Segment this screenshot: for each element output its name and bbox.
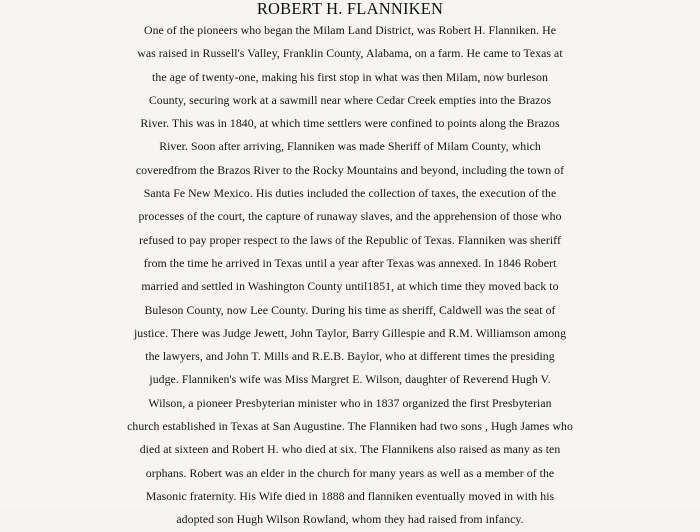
text-line: justice. There was Judge Jewett, John Taylor, Barry Gillespie and R.M. Williamson among: [133, 325, 567, 340]
text-line: judge. Flanniken's wife was Miss Margret E. Wilson, daughter of Reverend Hugh V.: [149, 372, 551, 387]
text-line: Santa Fe New Mexico. His duties included the collection of taxes, the execution of the: [143, 186, 557, 201]
text-line: County, securing work at a sawmill near where Cedar Creek empties into the Brazos: [148, 92, 552, 107]
text-line: One of the pioneers who began the Milam Land District, was Robert H. Flanniken. He: [144, 23, 556, 37]
text-line: died at sixteen and Robert H. who died at six. The Flannikens also raised as many as ten: [139, 442, 561, 457]
text-line: Buleson County, now Lee County. During his time as sheriff, Caldwell was the seat of: [144, 302, 556, 317]
text-line: Wilson, a pioneer Presbyterian minister who in 1837 organized the first Presbyterian: [148, 395, 552, 410]
text-line: River. Soon after arriving, Flanniken was made Sheriff of Milam County, which: [159, 139, 541, 154]
text-line: River. This was in 1840, at which time settlers were confined to points along the Brazos: [140, 116, 560, 131]
text-line: Masonic fraternity. His Wife died in 1888 and flanniken eventually moved in with his: [145, 488, 555, 503]
text-line: the age of twenty-one, making his first stop in what was then Milam, now burleson: [152, 69, 548, 84]
text-line: adopted son Hugh Wilson Rowland, whom they had raised from infancy.: [176, 512, 524, 527]
text-line: coveredfrom the Brazos River to the Rocky Mountains and beyond, including the town of: [135, 162, 565, 177]
text-line: was raised in Russell's Valley, Franklin County, Alabama, on a farm. He came to Texas at: [137, 46, 563, 61]
document-title: ROBERT H. FLANNIKEN: [256, 0, 444, 18]
text-line: church established in Texas at San Augustine. The Flanniken had two sons , Hugh James who: [127, 419, 573, 434]
text-line: processes of the court, the capture of runaway slaves, and the apprehension of those who: [138, 209, 562, 224]
text-line: from the time he arrived in Texas until a year after Texas was annexed. In 1846 Robert: [143, 255, 557, 270]
text-line: married and settled in Washington County until1851, at which time they moved back to: [141, 279, 559, 294]
text-line: refused to pay proper respect to the laws of the Republic of Texas. Flanniken was sheriff: [139, 232, 561, 247]
text-line: the lawyers, and John T. Mills and R.E.B. Baylor, who at different times the presiding: [145, 349, 555, 364]
document-body: [0, 19, 700, 532]
text-line: orphans. Robert was an elder in the church for many years as well as a member of the: [145, 465, 555, 480]
